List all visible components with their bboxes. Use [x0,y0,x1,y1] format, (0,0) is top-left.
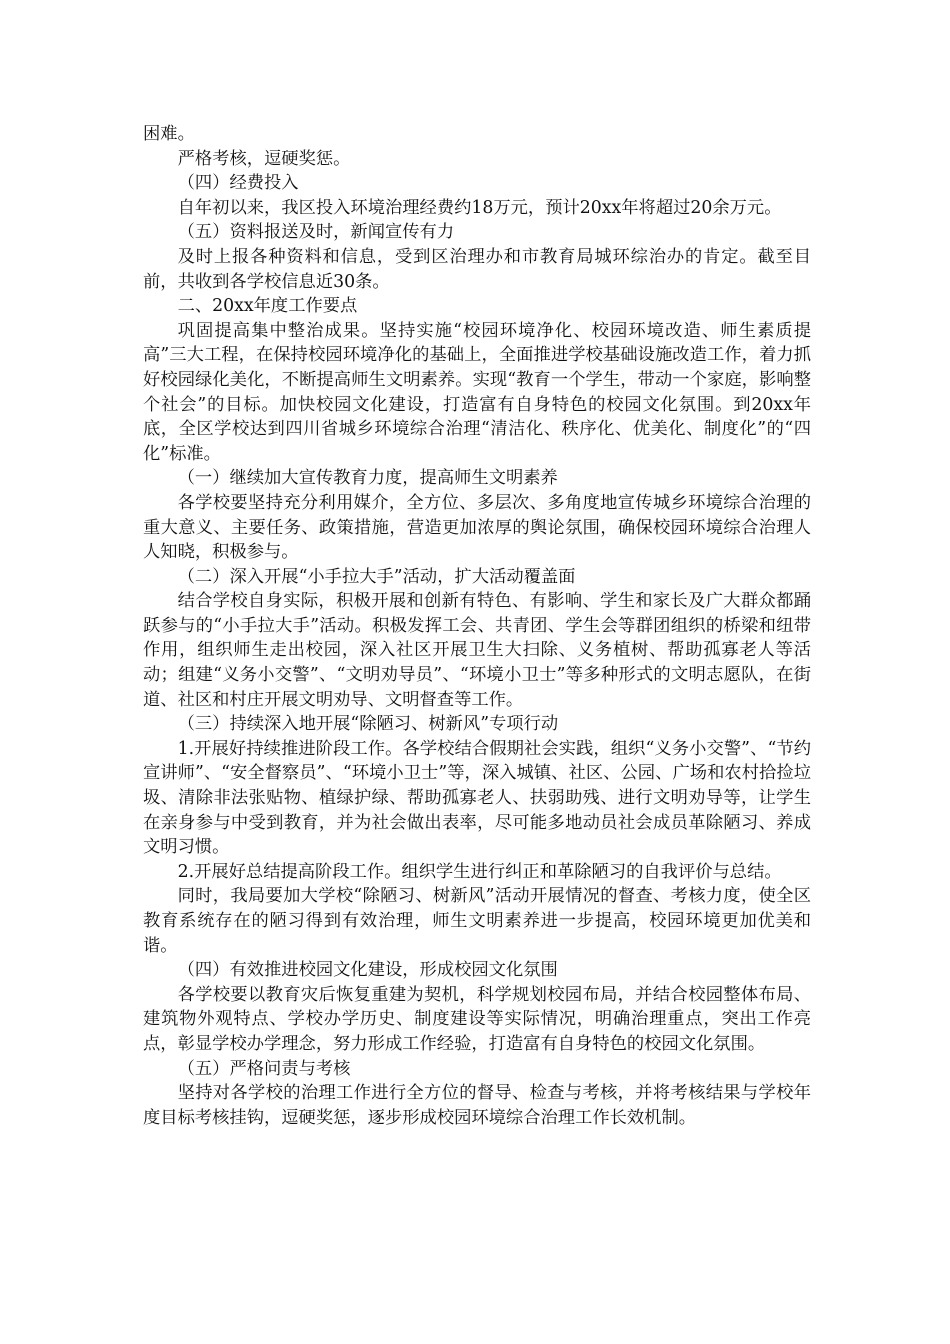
section-heading: （五）资料报送及时，新闻宣传有力 [177,222,455,243]
section-heading: 二、20xx年度工作要点 [177,296,358,317]
section-heading: （二）深入开展“小手拉大手”活动，扩大活动覆盖面 [177,566,576,587]
paragraph: 各学校要坚持充分利用媒介，全方位、多层次、多角度地宣传城乡环境综合治理的重大意义、主要任务、政策措施，营造更加浓厚的舆论氛围，确保校园环境综合治理人人知晓，积极参与。 [143,492,811,563]
paragraph: 严格考核，逗硬奖惩。 [177,148,351,169]
section-heading: （一）继续加大宣传教育力度，提高师生文明素养 [177,468,558,489]
paragraph-continued: 困难。 [143,124,195,144]
paragraph: 巩固提高集中整治成果。坚持实施“校园环境净化、校园环境改造、师生素质提高”三大工程，在保持校园环境净化的基础上，全面推进学校基础设施改造工作，着力抓好校园绿化美化，不断提高师生文明素养。实现“教育一个学生，带动一个家庭，影响整个社会”的目标。加快校园文化建设，打造富有自身特色的校园文化氛围。到20xx年底，全区学校达到四川省城乡环境综合治理“清洁化、秩序化、优美化、制度化”的“四化”标准。 [143,320,811,464]
paragraph: 自年初以来，我区投入环境治理经费约18万元，预计20xx年将超过20余万元。 [177,197,782,218]
paragraph: 2.开展好总结提高阶段工作。组织学生进行纠正和革除陋习的自我评价与总结。 [177,861,782,882]
paragraph: 1.开展好持续推进阶段工作。各学校结合假期社会实践，组织“义务小交警”、“节约宣讲师”、“安全督察员”、“环境小卫士”等，深入城镇、社区、公园、广场和农村拾捡垃圾、清除非法张贴物、植绿护绿、帮助孤寡老人、扶弱助残、进行文明劝导等，让学生在亲身参与中受到教育，并为社会做出表率，尽可能多地动员社会成员革除陋习、养成文明习惯。 [143,738,811,858]
section-heading: （四）有效推进校园文化建设，形成校园文化氛围 [177,960,558,981]
paragraph: 各学校要以教育灾后恢复重建为契机，科学规划校园布局，并结合校园整体布局、建筑物外观特点、学校办学历史、制度建设等实际情况，明确治理重点，突出工作亮点，彰显学校办学理念，努力形成工作经验，打造富有自身特色的校园文化氛围。 [143,984,811,1054]
section-heading: （三）持续深入地开展“除陋习、树新风”专项行动 [177,714,559,735]
paragraph: 同时，我局要加大学校“除陋习、树新风”活动开展情况的督查、考核力度，使全区教育系统存在的陋习得到有效治理，师生文明素养进一步提高，校园环境更加优美和谐。 [143,886,811,956]
document-page [143,122,811,1130]
section-heading: （四）经费投入 [177,173,299,194]
paragraph: 坚持对各学校的治理工作进行全方位的督导、检查与考核，并将考核结果与学校年度目标考核挂钩，逗硬奖惩，逐步形成校园环境综合治理工作长效机制。 [143,1083,811,1128]
paragraph: 结合学校自身实际，积极开展和创新有特色、有影响、学生和家长及广大群众都踊跃参与的“小手拉大手”活动。积极发挥工会、共青团、学生会等群团组织的桥梁和纽带作用，组织师生走出校园，深入社区开展卫生大扫除、义务植树、帮助孤寡老人等活动；组建“义务小交警”、“文明劝导员”、“环境小卫士”等多种形式的文明志愿队，在街道、社区和村庄开展文明劝导、文明督查等工作。 [143,591,811,710]
paragraph: 及时上报各种资料和信息，受到区治理办和市教育局城环综治办的肯定。截至目前，共收到各学校信息近30条。 [143,246,811,292]
section-heading: （五）严格问责与考核 [177,1058,351,1079]
